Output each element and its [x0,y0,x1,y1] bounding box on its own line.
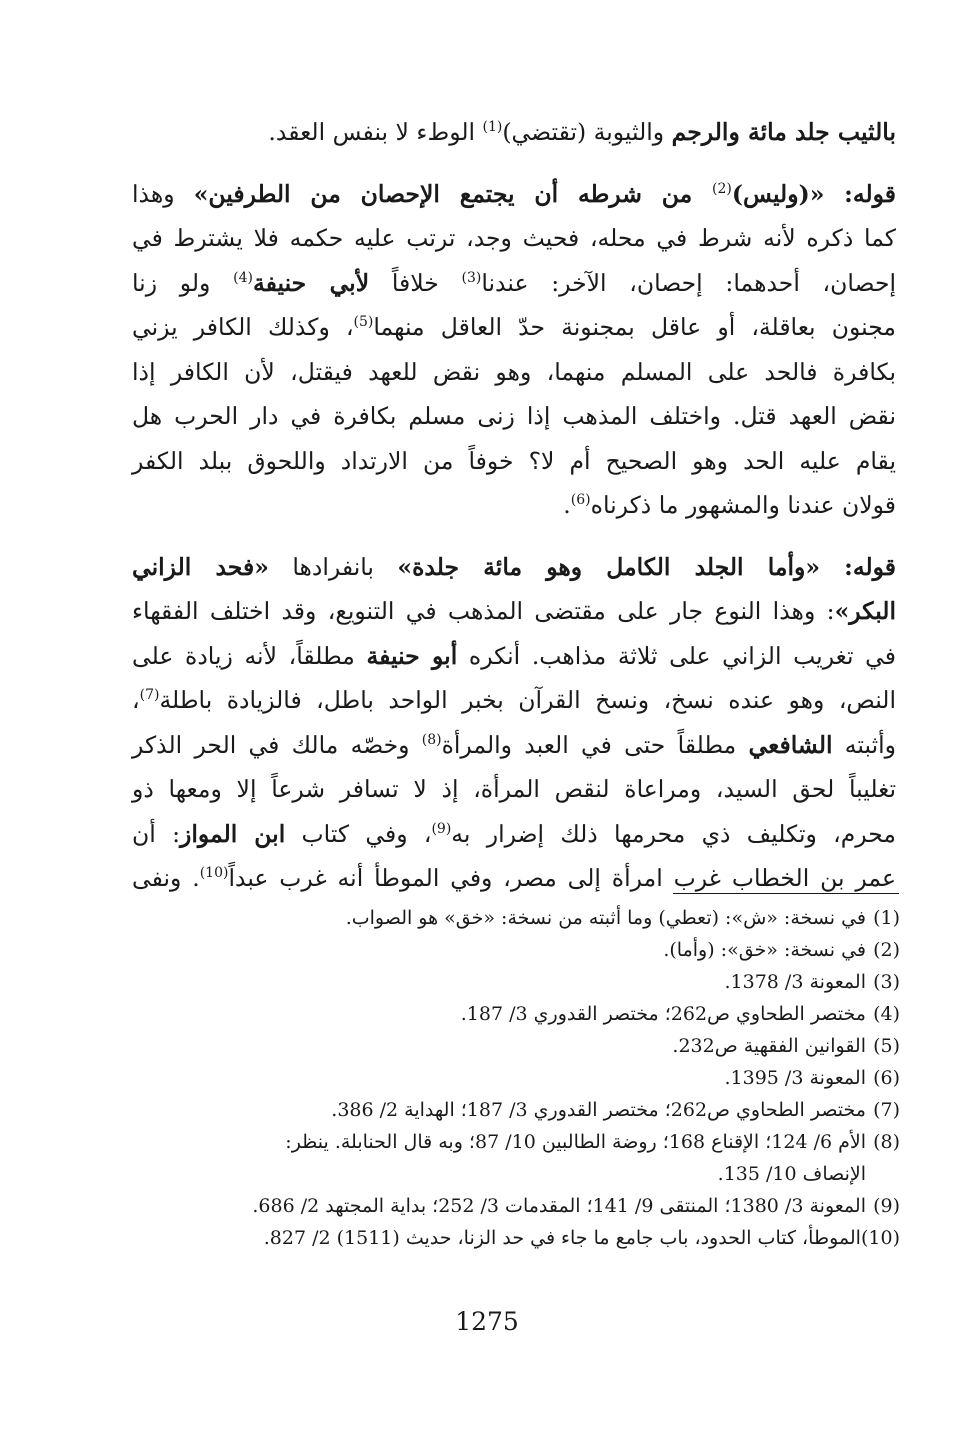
paragraph-2-line-4 [132,305,896,350]
footnote-mark: (9) [431,820,452,837]
footnote-text: مختصر الطحاوي ص262؛ مختصر القدوري 3/ 187. [460,1003,866,1025]
text-run: بانفرادها [268,552,398,581]
footnote-text: المعونة 3/ 1378. [724,971,866,993]
paragraph-3-line-3 [132,634,896,679]
bold-phrase: بالثيب جلد مائة والرجم [671,118,896,146]
footnote-2 [140,934,900,966]
text-run: ، [132,686,140,714]
text-run: في تغريب الزاني على ثلاثة مذاهب. أنكره [457,641,896,670]
footnotes [140,902,900,1254]
bold-phrase: «فحد الزاني [132,552,269,581]
text-run: مطلقاً، لأنه زيادة على [132,641,367,670]
footnote-mark: (1) [482,119,503,135]
text-run: وهذا [132,179,194,208]
text-run: إحصان، أحدهما: إحصان، الآخر: عندنا [481,268,896,297]
footnote-7 [140,1094,900,1126]
footnote-number: (7) [873,1099,900,1121]
footnote-8-continuation [140,1158,900,1190]
footnote-4 [140,998,900,1030]
bold-phrase: البكر» [834,597,896,625]
paragraph-2-line-5: بكافرة فالحد على المسلم منهما، وهو نقض للعهد فيقتل، لأن الكافر إذا [132,357,896,386]
footnote-mark: (3) [461,269,482,286]
footnote-mark: (7) [139,687,160,703]
footnote-separator [673,893,899,894]
footnote-text: الأم 6/ 124؛ الإقناع 168؛ روضة الطالبين 10/ 87؛ وبه قال الحنابلة. ينظر: [285,1131,866,1153]
footnote-text: في نسخة: «ش»: (تعطي) وما أثبته من نسخة: «خق» هو الصواب. [345,907,866,929]
text-run: وأثبته [832,730,896,759]
text-run: ، وكذلك الكافر يزني [132,313,354,341]
text-run: عمر بن الخطاب غرب امرأة إلى مصر، وفي الموطأ أنه غرب عبداً [228,864,896,892]
paragraph-3-line-4 [132,678,896,723]
footnote-text: المعونة 3/ 1395. [724,1067,866,1089]
page-number: 1275 [455,1307,519,1336]
bold-name: لأبي حنيفة [252,268,370,297]
footnote-number: (4) [873,1003,900,1025]
footnote-number: (1) [873,907,900,929]
paragraph-2-line-3 [132,261,896,306]
footnote-number: (6) [873,1067,900,1089]
footnote-mark: (6) [570,492,591,508]
text-run: النص، وهو عنده نسخ، ونسخ القرآن بخبر الواحد باطل، فالزيادة باطلة [159,686,896,714]
bold-phrase: من شرطه أن يجتمع الإحصان من الطرفين» [193,179,713,208]
text-run: خلافاً [369,268,462,297]
paragraph-2-line-1 [132,172,896,217]
bold-phrase: قوله: «(وليس) [731,179,896,208]
footnote-text: المعونة 3/ 1380؛ المنتقى 9/ 141؛ المقدمات 3/ 252؛ بداية المجتهد 2/ 686. [252,1195,866,1217]
text-run: : أن [132,819,180,848]
paragraph-3-line-2 [132,589,896,634]
paragraph-2-line-2: كما ذكره لأنه شرط في محله، فحيث وجد، ترتب عليه حكمه فلا يشترط في [132,224,896,252]
paragraph-2-line-7: يقام عليه الحد وهو الصحيح أم لا؟ خوفاً من الارتداد واللحوق ببلد الكفر [132,446,896,475]
text-run: : وهذا النوع جار على مقتضى المذهب في التنويع، وقد اختلف الفقهاء [132,597,835,625]
footnote-10 [140,1222,900,1254]
text-run: مطلقاً حتى في العبد والمرأة [441,730,749,759]
paragraph-2-line-8 [132,483,896,528]
footnote-number: (3) [873,971,900,993]
text-run: . [563,491,571,519]
bold-phrase: قوله: [820,552,896,581]
footnote-text: في نسخة: «خق»: (وأما). [663,939,866,961]
footnote-number: (5) [873,1035,900,1057]
text-run: ، وفي كتاب [285,819,432,848]
footnote-mark: (2) [712,180,732,197]
footnote-3 [140,966,900,998]
paragraph-gap [132,528,896,545]
footnote-text: مختصر الطحاوي ص262؛ مختصر القدوري 3/ 187؛ الهداية 2/ 386. [331,1099,866,1121]
text-run: قولان عندنا والمشهور ما ذكرناه [590,491,896,519]
footnote-mark: (8) [421,731,442,748]
footnote-number: (8) [873,1131,900,1153]
bold-name: ابن المواز [180,819,286,848]
text-run: مجنون بعاقلة، أو عاقل بمجنونة حدّ العاقل منهما [373,313,896,341]
text-run: ولو زنا [132,268,234,297]
footnote-mark: (5) [353,314,374,330]
footnote-number: (9) [873,1195,900,1217]
footnote-1 [140,902,900,934]
paragraph-3-line-6: تغليباً لحق السيد، ومراعاة لنقص المرأة، إذ لا تسافر شرعاً إلا ومعها ذو [132,775,896,803]
text-run: . ونفى [132,864,200,892]
footnote-6 [140,1062,900,1094]
footnote-8 [140,1126,900,1158]
footnote-mark: (10) [199,865,229,881]
text-run: وخصّه مالك في الحر الذكر [132,730,422,759]
bold-name: الشافعي [748,730,833,759]
paragraph-3-line-5 [132,723,896,768]
footnote-9 [140,1190,900,1222]
footnote-number: (10) [860,1227,900,1249]
footnote-number: (2) [873,939,900,961]
text-run: الوطء لا بنفس العقد. [268,118,483,146]
footnote-text: القوانين الفقهية ص232. [672,1035,866,1057]
text-run: محرم، وتكليف ذي محرمها ذلك إضرار به [451,819,896,848]
footnote-text: الإنصاف 10/ 135. [717,1163,866,1185]
text-run: والثيوبة (تقتضي) [502,118,672,146]
footnote-5 [140,1030,900,1062]
paragraph-3-line-1 [132,545,896,590]
paragraph-gap [132,155,896,172]
paragraph-3-line-7 [132,812,896,857]
bold-name: أبو حنيفة [366,641,458,670]
footnote-mark: (4) [233,269,253,286]
main-text [132,110,896,901]
bold-phrase: «وأما الجلد الكامل وهو مائة جلدة» [397,552,821,581]
footnote-text: الموطأ، كتاب الحدود، باب جامع ما جاء في حد الزنا، حديث (1511) 2/ 827. [263,1227,861,1249]
paragraph-2-line-6: نقض العهد قتل. واختلف المذهب إذا زنى مسلم بكافرة في دار الحرب هل [132,402,896,430]
paragraph-1-line-1 [132,110,896,155]
